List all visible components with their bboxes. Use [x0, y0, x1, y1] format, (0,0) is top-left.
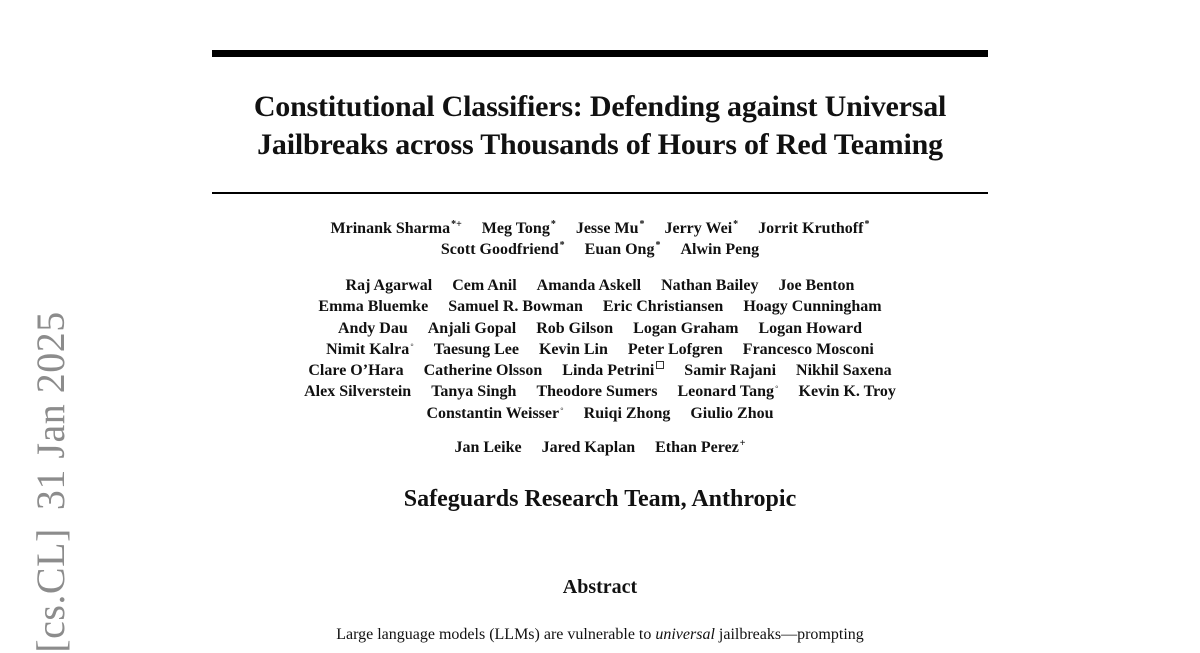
author-name-text: Cem Anil: [452, 277, 517, 294]
author-name-text: Amanda Askell: [536, 277, 642, 294]
author-name-text: Peter Lofgren: [627, 340, 723, 358]
author-name: [661, 275, 758, 296]
author-name-text: Theodore Sumers: [536, 383, 658, 401]
paper-title: [200, 88, 1000, 164]
author-name: [318, 296, 428, 317]
author-name-text: Jerry Wei: [664, 220, 733, 237]
author-name-text: Alwin Peng: [680, 241, 760, 259]
author-name: [743, 296, 881, 317]
author-name-text: Jan Leike: [454, 439, 522, 456]
title-bottom-rule: [212, 192, 988, 194]
author-group-senior: [200, 437, 1000, 458]
author-name: [655, 437, 745, 458]
author-name: [434, 339, 519, 360]
paper-title-line-2: Jailbreaks across Thousands of Hours of Red Teaming: [257, 128, 943, 161]
author-name-text: Giulio Zhou: [690, 404, 774, 422]
author-name-text: Andy Dau: [337, 319, 408, 337]
author-name: [758, 218, 869, 239]
author-name: [796, 360, 892, 381]
author-name-text: Mrinank Sharma: [330, 220, 451, 237]
arxiv-sidebar-stamp: [28, 311, 73, 653]
author-line: [200, 218, 1000, 239]
affiliation-mark: ◦: [774, 382, 779, 394]
affiliation: Safeguards Research Team, Anthropic: [403, 486, 797, 512]
author-name-text: Hoagy Cunningham: [743, 298, 882, 316]
author-name-text: Constantin Weisser: [426, 404, 560, 422]
author-name-text: Eric Christiansen: [602, 298, 724, 316]
author-name-text: Nimit Kalra: [326, 340, 410, 358]
author-name-text: Raj Agarwal: [345, 277, 433, 294]
author-name: [603, 296, 723, 317]
author-name-text: Anjali Gopal: [427, 319, 517, 337]
arxiv-date: 31 Jan 2025: [28, 311, 73, 511]
author-name-text: Francesco Mosconi: [742, 340, 874, 358]
author-name: [542, 437, 636, 458]
affiliation-mark: *: [733, 219, 739, 230]
affiliation-mark: ◦: [410, 339, 414, 351]
author-name: [633, 318, 738, 339]
author-name: [308, 360, 403, 381]
author-name-text: Ethan Perez: [655, 439, 739, 456]
paper-title-line-1: Constitutional Classifiers: Defending against Universal: [253, 90, 947, 123]
author-name-text: Ruiqi Zhong: [583, 404, 671, 422]
author-line: [200, 381, 1000, 402]
author-line: [200, 403, 1000, 424]
author-name-text: Linda Petrini: [562, 362, 655, 380]
author-name: [576, 218, 645, 239]
affiliation-mark: *+: [451, 219, 462, 230]
author-name: [562, 360, 664, 381]
author-name: [482, 218, 556, 239]
author-name-text: Tanya Singh: [431, 383, 517, 401]
author-name-text: Kevin K. Troy: [798, 383, 896, 401]
author-name: [326, 339, 414, 360]
author-name: [536, 381, 657, 402]
author-name: [536, 318, 613, 339]
author-line: [200, 437, 1000, 458]
author-name-text: Jesse Mu: [575, 220, 639, 237]
author-name-text: Logan Graham: [633, 319, 739, 337]
author-name: [664, 218, 738, 239]
affiliation-mark: +: [739, 438, 746, 449]
author-name: [338, 318, 408, 339]
author-line: [200, 296, 1000, 317]
author-name-text: Nikhil Saxena: [796, 362, 892, 380]
author-name: [680, 239, 759, 260]
abstract-heading: Abstract: [562, 576, 638, 598]
author-name-text: Kevin Lin: [538, 340, 608, 358]
author-name: [304, 381, 411, 402]
abstract-text: [200, 625, 1000, 645]
author-line: [200, 339, 1000, 360]
author-name: [537, 275, 641, 296]
author-name: [690, 403, 773, 424]
author-name-text: Catherine Olsson: [423, 362, 543, 380]
author-name-text: Alex Silverstein: [304, 383, 412, 401]
author-name: [331, 218, 462, 239]
author-name-text: Clare O’Hara: [308, 362, 404, 380]
author-name-text: Euan Ong: [584, 241, 655, 259]
author-name: [628, 339, 723, 360]
affiliation-mark-box-icon: [656, 361, 664, 369]
author-line: [200, 318, 1000, 339]
author-name: [585, 239, 661, 260]
abstract-text-emphasis: universal: [655, 626, 715, 643]
author-name: [441, 239, 565, 260]
author-name-text: Samir Rajani: [684, 362, 777, 380]
author-line: [200, 275, 1000, 296]
author-name-text: Leonard Tang: [677, 383, 774, 401]
author-name: [799, 381, 896, 402]
author-group-contributors: [200, 275, 1000, 424]
author-name-text: Taesung Lee: [433, 340, 519, 358]
author-name: [428, 318, 516, 339]
author-group-lead: [200, 218, 1000, 261]
author-name-text: Scott Goodfriend: [440, 241, 559, 259]
author-name-text: Emma Bluemke: [318, 298, 429, 316]
affiliation-mark: *: [559, 240, 565, 252]
author-name-text: Samuel R. Bowman: [448, 298, 583, 316]
author-name-text: Jared Kaplan: [541, 439, 636, 456]
author-name-text: Logan Howard: [758, 319, 863, 337]
abstract-text-start: Large language models (LLMs) are vulnerable to: [336, 626, 656, 643]
affiliation-mark: ◦: [560, 403, 564, 415]
affiliation-mark: *: [550, 219, 556, 230]
author-name: [431, 381, 516, 402]
affiliation-mark: *: [655, 240, 661, 252]
title-top-rule: [212, 50, 988, 57]
author-name-text: Jorrit Kruthoff: [758, 220, 864, 237]
author-name: [452, 275, 516, 296]
author-name: [454, 437, 521, 458]
author-name: [758, 318, 862, 339]
author-name: [584, 403, 671, 424]
author-name: [346, 275, 433, 296]
author-line: [200, 360, 1000, 381]
author-name-text: Nathan Bailey: [661, 277, 759, 294]
author-name: [778, 275, 854, 296]
abstract-text-end: jailbreaks—prompting: [714, 626, 864, 643]
affiliation-mark: *: [639, 219, 645, 230]
author-name: [539, 339, 608, 360]
author-name: [426, 403, 563, 424]
affiliation-mark: *: [864, 219, 870, 230]
author-name: [743, 339, 874, 360]
arxiv-category: [cs.CL]: [28, 528, 73, 653]
author-line: [200, 239, 1000, 260]
author-name: [684, 360, 776, 381]
author-name: [424, 360, 543, 381]
author-name-text: Meg Tong: [481, 220, 550, 237]
author-name-text: Joe Benton: [778, 277, 855, 294]
author-name: [448, 296, 583, 317]
author-name: [678, 381, 779, 402]
author-name-text: Rob Gilson: [536, 319, 614, 337]
